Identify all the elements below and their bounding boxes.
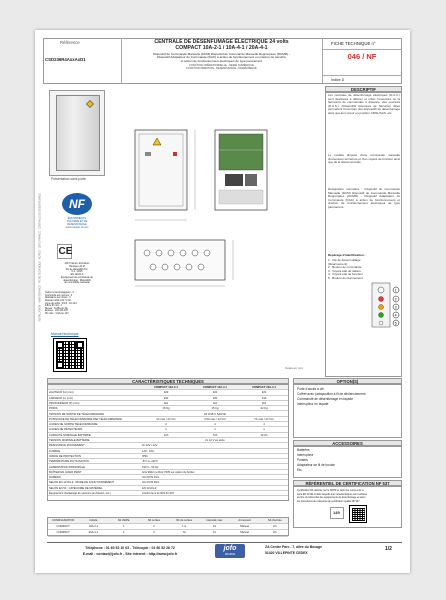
accessories-title: ACCESSOIRES	[293, 440, 402, 446]
front-panel-detail	[371, 282, 401, 328]
option-item: Coffret avec juxtaposition à fil de déclenchement	[297, 392, 366, 396]
tech-cell-value: COMPACT 10A-2-1	[154, 386, 178, 389]
tech-table	[47, 384, 289, 501]
certification-number: 149	[333, 510, 340, 515]
configuration-cell: 7A	[212, 531, 217, 535]
configuration-cell: 2/1	[273, 525, 277, 529]
tech-cell-value: 2x 12 V en série	[205, 439, 225, 442]
tech-cell-value: 1Ah	[163, 433, 169, 437]
tech-cell-value: 3,5A max / 24 Vcc	[204, 417, 226, 421]
enclosure-bottom-view	[135, 240, 233, 286]
tech-cell-label: PROFONDEUR (P) (mm)	[49, 401, 80, 405]
configuration-cell: 10A-2-1	[88, 525, 99, 529]
configuration-cell: Nb d'EPE	[117, 519, 130, 522]
nf-caption: ÉQUIPEMENTS D'ALARME ET DE DÉSENFUMAGE www.marque-nf.com	[65, 217, 89, 229]
enclosure-front-view	[135, 130, 187, 210]
configuration-cell: Nb sorties	[147, 519, 160, 522]
configuration-cell: Nb de sorties	[176, 519, 193, 522]
tech-cell-value: 320	[163, 391, 169, 395]
tech-cell-value: -5°C à +40°C	[142, 460, 158, 464]
tech-cell-value: 230	[261, 396, 267, 400]
manual-qr-code[interactable]	[53, 338, 87, 372]
tech-cell-value: Voir DOS 81/1	[142, 476, 160, 480]
photo-caption: Présentation sans porte	[51, 177, 86, 181]
accessories-panel	[293, 446, 402, 478]
revision-index: Indice D	[331, 77, 345, 82]
description-panel	[325, 92, 402, 377]
tech-cell-label: NUMÉRO	[49, 476, 61, 480]
reference-value: CSD236R4AxxAxD1	[45, 57, 86, 62]
configuration-row	[48, 530, 288, 536]
configuration-cell: Intensité max	[206, 519, 223, 522]
tech-cell-label: PUISSANCE DE TÉLÉCOMMANDE PAR TÉLÉCOMMANDE	[49, 417, 122, 421]
tech-cell-label: TENSION NOMINALE BATTERIE	[49, 439, 90, 442]
tech-cell-value: COMPACT 10A-4-1	[203, 386, 227, 389]
configuration-table	[47, 517, 289, 536]
certification-panel: Certification NF délivrée par le CNPP et selon les normes de la série EN 12101-9 dans laquelle leur caractéristiques sont vérifiées au titre du référentiel des équipements de désenfumage et selon les procédures du référentiel de certification qualité NF 537 149	[293, 486, 402, 528]
tech-cell-value: IP30	[142, 454, 148, 458]
options-panel	[293, 384, 402, 438]
page-number: 1/2	[385, 546, 392, 552]
enclosure-open-view	[215, 130, 267, 210]
technical-drawing	[115, 90, 323, 375]
footer-phone: Téléphone : 01 60 52 10 03 - Télécopie : 01 60 52 26 72	[85, 546, 175, 550]
legend-item: 5 : Bouton de réarmement	[328, 275, 363, 280]
svg-text:1: 1	[394, 288, 397, 293]
tech-cell-value: 24 V/48 V SAUVE	[204, 412, 226, 416]
tech-cell-label: POIDS	[49, 407, 58, 411]
tech-cell-value: 1	[214, 428, 216, 432]
legend-item: 2 : Bouton de commande	[328, 265, 362, 270]
tech-cell-label: TEMPÉRATURE D'UTILISATION	[49, 460, 89, 464]
drawing-caption: Cotes en mm	[285, 366, 303, 370]
tech-cell-value: 1A2 ; 10A	[142, 449, 154, 453]
tech-cell-value: 15 Kg	[211, 407, 219, 411]
tech-cell-label: SELON EN 54 : CATÉGORIE DE MATÉRIEL	[49, 486, 103, 490]
tech-cell-value: COMPACT 20A-4-1	[252, 386, 276, 389]
legend-item: 1 : Clé de déverrouillage (Réarmement)	[328, 258, 361, 266]
tech-cell-label: FUSIBLE	[49, 449, 61, 453]
accessory-item: Pontets	[297, 458, 308, 462]
certification-qr-code[interactable]	[349, 505, 367, 523]
ce-declaration: 2017 Neutre Jornolieux Bonniere 24 M Fin de dispositifs 8-1, 8-1 - 2015 EN 12101-9 Équipement de commande de désenfumage - Dispositifs de commande manuelle	[61, 262, 93, 285]
svg-text:5: 5	[394, 321, 397, 326]
tech-cell-value: 4	[263, 423, 265, 427]
configuration-cell: 2	[153, 525, 155, 529]
tech-cell-label: LIGNES DE DÉTECTEURS	[49, 428, 83, 432]
nf-logo: NF	[62, 193, 92, 215]
configuration-cell: CONFIGURATION	[51, 519, 75, 522]
configuration-cell: 1A	[212, 525, 217, 529]
tech-cell-value: 230	[163, 396, 169, 400]
tech-cell-value: Gris 9002 ou RAL 7035 sur option du boîtier	[142, 470, 195, 474]
legend-item: 3 : Voyant état de défaut	[328, 268, 361, 273]
sheet-number: 046 / NF	[347, 52, 377, 61]
sheet-number-label: FICHE TECHNIQUE n°	[331, 41, 376, 46]
tech-cell-label: Équipement d'éclairage de secours (au besoin, etc.)	[49, 492, 111, 495]
configuration-cell: Manuel	[240, 531, 250, 535]
tech-cell-label: LARGEUR (L) (mm)	[49, 396, 74, 400]
tech-cell-value: 12 Ah	[260, 433, 268, 437]
configuration-cell: Intitulé	[89, 519, 98, 522]
option-item: Interrupteur en façade	[297, 402, 329, 406]
tech-cell-value: 230 V~ 50 Hz	[142, 465, 159, 469]
tech-cell-value: 320	[212, 391, 218, 395]
svg-text:2: 2	[394, 297, 397, 302]
description-paragraph-1: Les centrales de désenfumage électriques (D.A.C.) sont destinées à délivrer et initier l'ouverture ou la fermeture de commandes à distance, des ouvrants (D.A.S.), (Dispositifs Actionnés de Sécurité). Elles permettent l'ouverture des dispositifs de désenfumage ainsi que leur retour en position CMSL/SAS, etc.	[328, 93, 400, 115]
tech-cell-label: ALIMENTATION PRINCIPALE	[49, 465, 85, 469]
tech-cell-value: 22 Kg	[260, 407, 268, 411]
tech-cell-value: 3x 12V / 12V	[142, 444, 158, 448]
configuration-cell: 20A-4-1	[88, 531, 99, 535]
tech-cell-value: 110	[212, 401, 218, 405]
side-vertical-text: INSTALLATION · MAINTENANCE · FICHE TECHNIQUE · NOTICE · JOFO FRANCE · CENTRALE DE DÉSENFUMAGE	[38, 193, 42, 322]
svg-text:3: 3	[394, 305, 397, 310]
footer-address-line1: ZA Centre Parc - 7, allée du Bocage	[265, 545, 322, 549]
tech-cell-value: 15 Kg	[162, 407, 170, 411]
option-item: Commande de désenfumage en façade	[297, 397, 353, 401]
configuration-cell: 1 A	[182, 525, 187, 529]
configuration-cell: 1	[122, 525, 125, 529]
tech-cell-value: 4	[214, 423, 216, 427]
tech-table-title: CARACTÉRISTIQUES TECHNIQUES	[47, 378, 289, 384]
options-title: OPTION(S)	[293, 378, 402, 384]
tech-cell-value: 1A max / 24 Vcc	[156, 417, 176, 421]
configuration-cell: Nb d'entrée	[267, 519, 282, 522]
product-photo	[49, 90, 105, 176]
document-title: CENTRALE DE DÉSENFUMAGE ÉLECTRIQUE 24 volts COMPACT 10A-2-1 / 10A-4-1 / 20A-4-1 Dispositif de Commande Manuelle (DCM) Dispositif de Commande Manuelle Regroupées (DCMR) - Dispositif Adaptateur de Commande (DAC) à action de fonctionnement ou mission de sécurité et action de fonctionnement électriques de type parorament FONCTION OPÉRATIONNELLE - DEDIÉ NUMÉRIQUE FONCTION ARMATION - DESENFUMAGE - PERMANENCE	[153, 39, 290, 70]
configuration-cell: 1	[122, 531, 125, 535]
legend-item: 4 : Voyant état de fonction	[328, 272, 363, 277]
configuration-cell: 4	[153, 531, 155, 535]
ce-logo: CE	[58, 246, 73, 257]
configuration-cell: Armement	[238, 519, 251, 522]
manual-link[interactable]: Manuel technique	[51, 332, 79, 336]
footer-address-line2: 51420 VILLEPINTE CEDEX	[265, 551, 308, 555]
tech-cell-value: Conforme à la NFS 61 937	[142, 492, 174, 495]
technical-sheet	[35, 30, 410, 573]
description-title: DESCRIPTIF	[325, 86, 402, 92]
option-item: Porte d'accès à clé	[297, 387, 324, 391]
svg-text:4: 4	[394, 313, 397, 318]
tech-cell-value: EN 12101-9	[142, 486, 157, 490]
jofo-logo: jofo FRANCE	[215, 544, 245, 558]
accessory-item: Interrupteur	[297, 453, 314, 457]
configuration-cell: Manuel	[240, 525, 250, 529]
configuration-cell: 7A	[182, 531, 186, 535]
tech-cell-label: SELON EN 12101-9 : MODE DE FONCTIONNEMENT	[49, 481, 115, 485]
legend-title: Repérage d'identification :	[328, 253, 366, 257]
tech-cell-label: RÉSISTANCE D'ISOLEMENT	[49, 444, 85, 448]
tech-cell-value: 7Ah	[212, 433, 218, 437]
certification-title: RÉFÉRENTIEL DE CERTIFICATION NF 537	[293, 480, 402, 486]
legend-list	[328, 259, 370, 281]
description-paragraph-2: Le modèle dispose d'une commande manuelle d'ouverture/ fermeture et d'un voyant de fonction ainsi que de la télécommande.	[328, 153, 400, 165]
tech-cell-value: 320	[261, 391, 267, 395]
accessory-item: Batteries	[297, 448, 310, 452]
configuration-cell: COMPACT	[56, 531, 70, 535]
tech-cell-value: 110	[163, 401, 169, 405]
tech-cell-value: Voir DOS 81/1	[142, 481, 160, 485]
tech-cell-label: CAPACITÉ NOMINALE BATTERIE	[49, 433, 91, 437]
tech-cell-value: 7A max / 24 Vcc	[254, 417, 274, 421]
tech-cell-label: LIGNES DE SORTIE TÉLÉCOMMANDE	[49, 423, 98, 427]
accessory-item: Adaptateur de fil de boucle	[297, 463, 335, 467]
description-paragraph-3: Désignation normative : Dispositif de Commande Manuelle (DCM) Dispositif de Commande Manuelle Regroupées (DCMR) - Dispositif Adaptateur de Commande (DAC) à action de fonctionnement et d'action de fonctionnement électriques de type parorament.	[328, 187, 400, 209]
accessory-item: Etc.	[297, 468, 303, 472]
footer-contact: E-mail : contact@jofo.fr - Site internet : http://www.jofo.fr	[82, 552, 178, 556]
tech-cell-value: 230	[212, 396, 218, 400]
tech-cell-value: 110	[261, 401, 267, 405]
tech-cell-label: INDICE DE PROTECTION	[49, 454, 81, 458]
tech-cell-value: 2	[165, 423, 167, 427]
tech-cell-label: HAUTEUR (H) (mm)	[49, 391, 74, 395]
tech-table-row	[48, 491, 288, 496]
tech-cell-value: 1	[165, 428, 167, 432]
configuration-cell: 2/1	[273, 531, 277, 535]
ce-characteristics: Cahier à l'accompagnant : 4 Conformité aux normes : 2 Résistance aux chocs : 4 Réseau public 12V / 2 Ah Ligne de sortie : 2/1/4 - 10-12 A Indice IP mini : 2 Niveau : 6+26A de 34+ Entrées : 10A 10A 230 Nb nuits : 3 A/1ère 12V	[45, 292, 78, 316]
tech-cell-label: BOÎTIER EN ACIER PEINT	[49, 470, 82, 474]
tech-cell-value: 1	[263, 428, 265, 432]
configuration-cell: COMPACT	[56, 525, 70, 529]
reference-label: Référence	[60, 40, 80, 45]
tech-cell-label: TENSION DE SORTIE DE TÉLÉCOMMANDE	[49, 412, 105, 416]
